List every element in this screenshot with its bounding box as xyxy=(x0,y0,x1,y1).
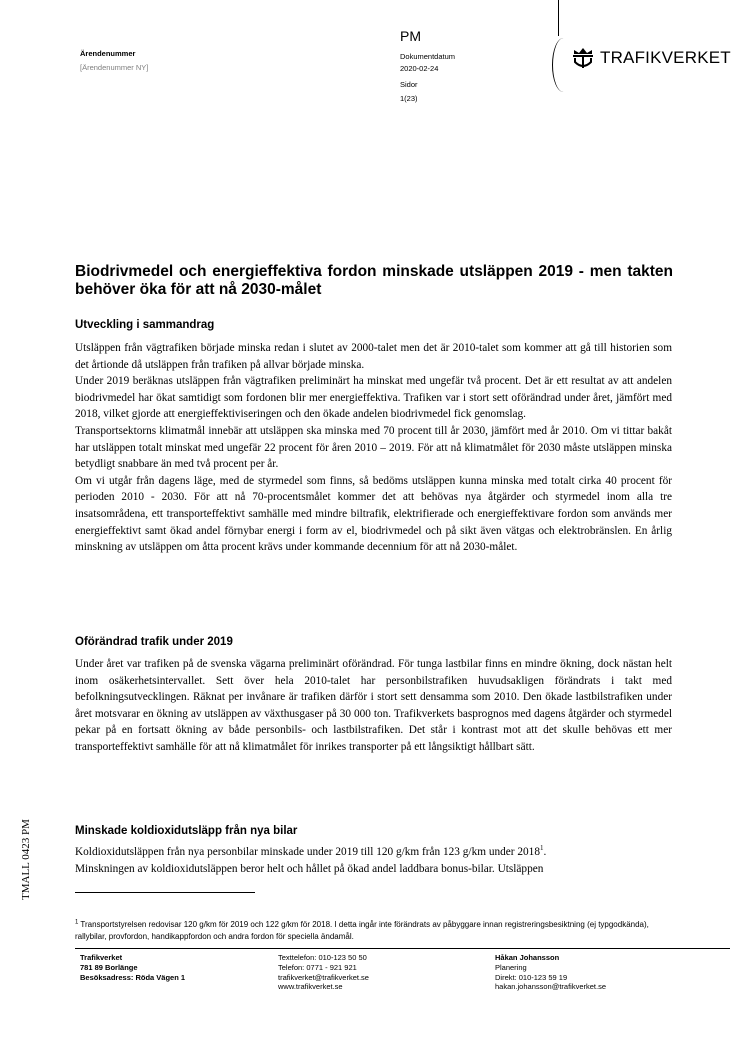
footer-author xyxy=(495,953,606,992)
section-heading-co2: Minskade koldioxidutsläpp från nya bilar xyxy=(75,825,298,837)
author-email[interactable]: hakan.johansson@trafikverket.se xyxy=(495,982,607,992)
paragraph: Om vi utgår från dagens läge, med de styrmedel som finns, så bedöms utsläppen kunna minska med totalt cirka 40 procent för perioden 2010 - 2030. För att nå 70-procentsmålet kommer det att behövas nya åtgärder och styrmedel inom alla tre insatsområdena, ett transporteffektivt samhälle med mindre biltrafik, elektrifierade och energieffektivare fordon som används mer energieffektivt samt ökad andel förnybar energi i form av el, biodrivmedel och på sikt även vätgas och elektrobränslen. En årlig minskning av utsläppen om åtta procent krävs under kommande decennium för att nå 2030-målet. xyxy=(75,474,672,554)
pages-label: Sidor xyxy=(400,80,418,89)
footnote-reference[interactable]: 1 xyxy=(539,844,544,853)
author-name: Håkan Johansson xyxy=(495,953,560,962)
document-title: Biodrivmedel och energieffektiva fordon minskade utsläppen 2019 - men takten behöver öka för att nå 2030-målet xyxy=(75,263,673,298)
document-type: PM xyxy=(400,28,421,44)
footer-visit: Besöksadress: Röda Vägen 1 xyxy=(80,972,186,982)
paragraph-end: . xyxy=(543,846,547,858)
case-number-value: [Ärendenummer NY] xyxy=(80,63,149,72)
author-phone: Direkt: 010-123 59 19 xyxy=(495,972,568,982)
footer-email[interactable]: trafikverket@trafikverket.se xyxy=(278,972,369,982)
paragraph: Utsläppen från vägtrafiken började minska redan i slutet av 2000-talet men det är 2010-talet som kommer att gå till historien som det årtionde då utsläppen från trafiken på allvar började minska. xyxy=(75,342,672,371)
footer-web[interactable]: www.trafikverket.se xyxy=(278,982,343,992)
crown-crest-icon xyxy=(570,45,596,71)
document-date-label: Dokumentdatum xyxy=(400,52,456,61)
footer-tel: Telefon: 0771 - 921 921 xyxy=(278,962,357,972)
footer-texttel: Texttelefon: 010-123 50 50 xyxy=(278,953,367,962)
case-number-label: Ärendenummer xyxy=(80,49,136,58)
page-count: 1(23) xyxy=(400,94,418,103)
footnote-number: 1 xyxy=(75,919,79,926)
paragraph-text: Koldioxidutsläppen från nya personbilar minskade under 2019 till 120 g/km från 123 g/km under 2018 xyxy=(75,846,540,858)
footer-postal: 781 89 Borlänge xyxy=(80,962,138,972)
footnote-text: Transportstyrelsen redovisar 120 g/km för 2019 och 122 g/km för 2018. I detta ingår inte förändrats av påbyggare innan registreringsbesiktning (ej typgodkända), rallybilar, provfordon, handikappfordon och andra fordon för speciella ändamål. xyxy=(75,920,649,941)
paragraph: Minskningen av koldioxidutsläppen beror helt och hållet på ökad andel laddbara bonus-bilar. Utsläppen xyxy=(75,862,544,875)
section-body-traffic xyxy=(75,656,672,756)
paragraph: Transportsektorns klimatmål innebär att utsläppen ska minska med 70 procent till år 2030, jämfört med år 2010. Om vi tittar bakåt har utsläppen totalt minskat med ungefär 22 procent för åren 2010 – 2019. För att nå klimatmålet för 2030 måste utsläppen minska betydligt snabbare än med två procent per år. xyxy=(75,424,672,471)
footer-org: Trafikverket xyxy=(80,953,123,962)
author-department: Planering xyxy=(495,962,527,972)
footer-address xyxy=(80,953,185,982)
paragraph: Under 2019 beräknas utsläppen från vägtrafiken preliminärt ha minskat med ungefär två procent. Det är ett resultat av att andelen biodrivmedel har ökat samtidigt som fordonen blir mer energieffektiva. Trafiken var i stort sett oförändrad under året, jämfört med 2018, vilket gjorde att energieffektiviseringen och den ökade andelen biodrivmedel fick genomslag. xyxy=(75,375,672,421)
document-date: 2020-02-24 xyxy=(400,64,439,73)
section-heading-traffic: Oförändrad trafik under 2019 xyxy=(75,636,233,648)
paragraph xyxy=(75,844,672,861)
header-divider xyxy=(558,0,559,36)
template-side-label: TMALL 0423 PM xyxy=(20,819,32,900)
section-heading-summary: Utveckling i sammandrag xyxy=(75,319,215,331)
footnote xyxy=(75,919,675,942)
footnote-divider xyxy=(75,892,255,893)
section-body-co2 xyxy=(75,844,672,877)
paragraph: Under året var trafiken på de svenska vägarna preliminärt oförändrad. För tunga lastbilar finns en mindre ökning, dock nästan helt inom osäkerhetsintervallet. Sett över hela 2010-talet har personbilstrafiken huvudsakligen förändrats i takt med befolkningsutvecklingen. Räknat per invånare är trafiken därför i stort sett densamma som 2010. Den ökade lastbilstrafiken under året motsvarar en ökning av utsläppen av växthusgaser på 30 000 ton. Trafikverkets basprognos med dagens åtgärder och styrmedel pekar på en fortsatt ökning av både personbils- och lastbilstrafiken. Det står i kontrast mot att det skulle behövas ett mer transporteffektivt samhälle för att nå klimatmålet för inrikes transporter på ett långsiktigt hållbart sätt. xyxy=(75,658,672,753)
footer-divider xyxy=(75,948,730,949)
trafikverket-logo xyxy=(570,44,731,72)
section-body-summary xyxy=(75,340,672,556)
footer-contact-info xyxy=(278,953,369,992)
logo-wordmark: TRAFIKVERKET xyxy=(600,48,731,67)
